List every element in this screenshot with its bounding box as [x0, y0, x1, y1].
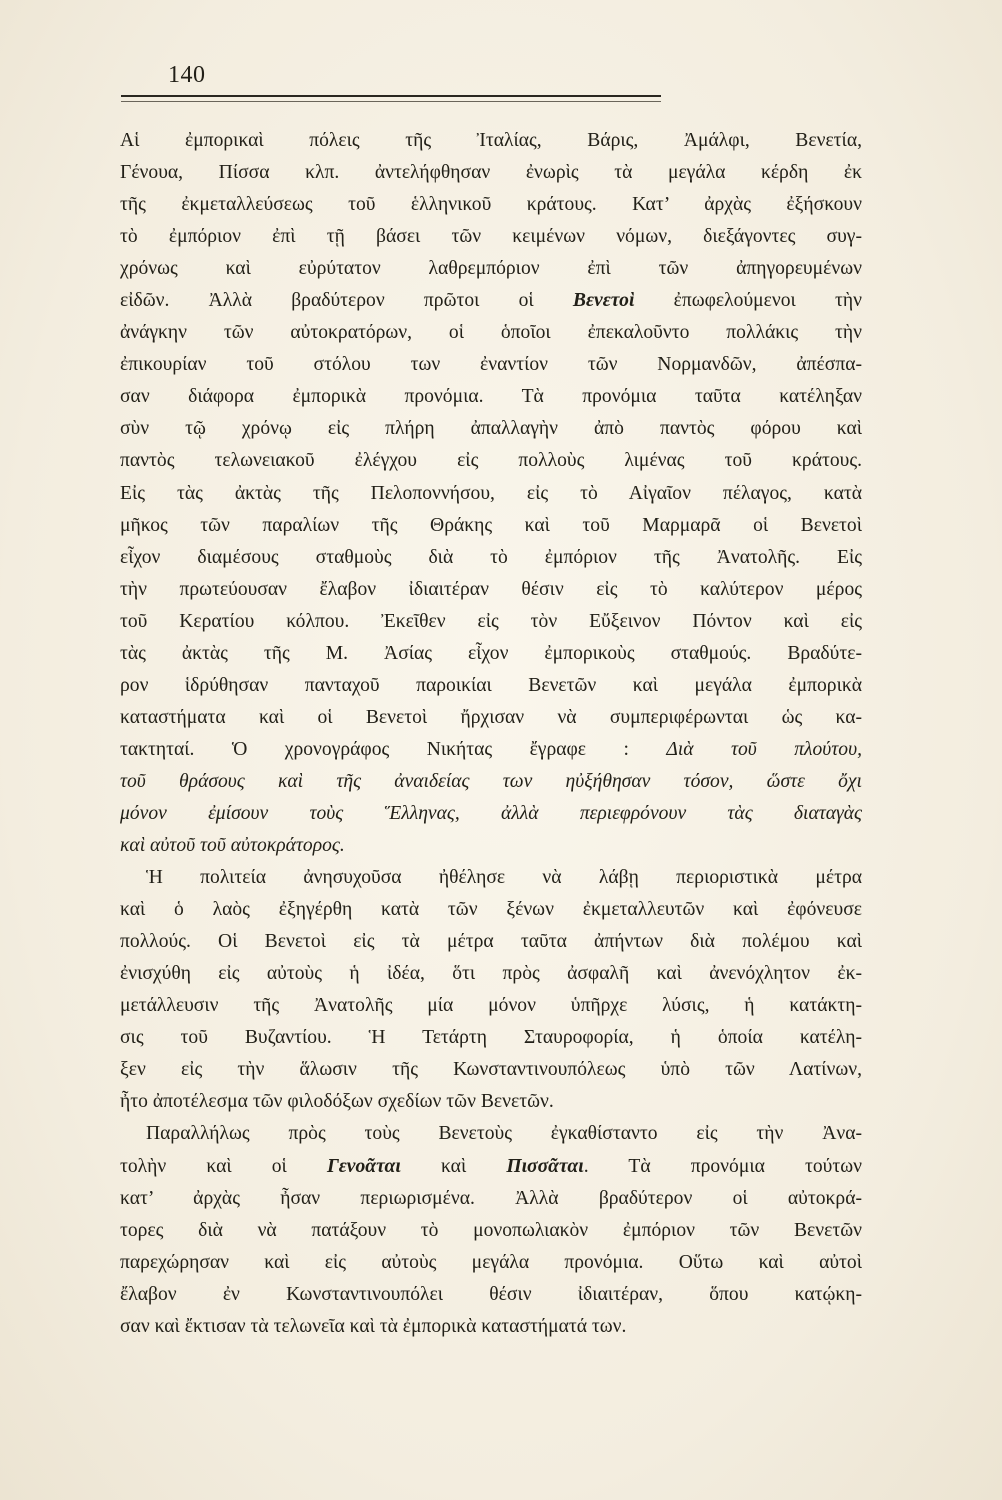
text-line [120, 1022, 862, 1054]
text-line [120, 253, 862, 285]
paragraph [120, 862, 862, 1118]
text-run: ἔλαβον ἐν Κωνσταντινουπόλει θέσιν ἰδιαιτέραν, ὅπου κατῴκη- [120, 1283, 862, 1305]
text-line [120, 1118, 862, 1150]
text-run: ἐνισχύθη εἰς αὐτοὺς ἡ ἰδέα, ὅτι πρὸς ἀσφαλῆ καὶ ἀνενόχλητον ἐκ- [120, 963, 862, 985]
text-line [120, 349, 862, 381]
text-line [120, 478, 862, 510]
header-rule [121, 95, 661, 97]
text-line [120, 1086, 862, 1118]
text-run: μῆκος τῶν παραλίων τῆς Θράκης καὶ τοῦ Μαρμαρᾶ οἱ Βενετοὶ [120, 514, 862, 536]
text-line [120, 221, 862, 253]
text-run: . Τὰ προνόμια τούτων [583, 1155, 862, 1177]
text-line [120, 413, 862, 445]
text-run: ξεν εἰς τὴν ἅλωσιν τῆς Κωνσταντινουπόλεως ὑπὸ τῶν Λατίνων, [120, 1059, 862, 1081]
text-run: τὸ ἐμπόριον ἐπὶ τῇ βάσει τῶν κειμένων νόμων, διεξάγοντες συγ- [120, 226, 862, 248]
text-line [120, 894, 862, 926]
emphasis-text: Βενετοὶ [572, 290, 635, 312]
text-run: τολὴν καὶ οἱ [120, 1155, 327, 1177]
text-line [120, 1183, 862, 1215]
emphasis-text: Πισσᾶται [506, 1155, 584, 1177]
text-line [120, 766, 862, 798]
text-run: μετάλλευσιν τῆς Ἀνατολῆς μία μόνον ὑπῆρχε λύσις, ἡ κατάκτη- [120, 995, 862, 1017]
text-line [120, 1279, 862, 1311]
page-number: 140 [168, 62, 206, 88]
text-run: σαν διάφορα ἐμπορικὰ προνόμια. Τὰ προνόμια ταῦτα κατέληξαν [120, 386, 862, 408]
text-line [120, 734, 862, 766]
text-run: σαν καὶ ἔκτισαν τὰ τελωνεῖα καὶ τὰ ἐμπορικὰ καταστήματά των. [120, 1315, 627, 1337]
text-run: Εἰς τὰς ἀκτὰς τῆς Πελοποννήσου, εἰς τὸ Αἰγαῖον πέλαγος, κατὰ [120, 482, 862, 504]
text-run: καταστήματα καὶ οἱ Βενετοὶ ἤρχισαν νὰ συμπεριφέρωνται ὡς κα- [120, 706, 862, 728]
text-run: παρεχώρησαν καὶ εἰς αὐτοὺς μεγάλα προνόμια. Οὕτω καὶ αὐτοὶ [120, 1251, 862, 1273]
text-line [120, 381, 862, 413]
text-run: καὶ ὁ λαὸς ἐξηγέρθη κατὰ τῶν ξένων ἐκμεταλλευτῶν καὶ ἐφόνευσε [120, 899, 862, 921]
text-run: εἶχον διαμέσους σταθμοὺς διὰ τὸ ἐμπόριον τῆς Ἀνατολῆς. Εἰς [120, 546, 862, 568]
text-run: πολλούς. Οἱ Βενετοὶ εἰς τὰ μέτρα ταῦτα ἀπήντων διὰ πολέμου καὶ [120, 931, 862, 953]
text-run: ἀνάγκην τῶν αὐτοκρατόρων, οἱ ὁποῖοι ἐπεκαλοῦντο πολλάκις τὴν [120, 322, 862, 344]
text-run: τῆς ἐκμεταλλεύσεως τοῦ ἑλληνικοῦ κράτους. Κατ’ ἀρχὰς ἐξήσκουν [120, 194, 862, 216]
text-run: σὺν τῷ χρόνῳ εἰς πλήρη ἀπαλλαγὴν ἀπὸ παντὸς φόρου καὶ [120, 418, 862, 440]
header-rule-thin [121, 101, 661, 102]
text-run: εἰδῶν. Ἀλλὰ βραδύτερον πρῶτοι οἱ [120, 290, 573, 312]
text-line [120, 1311, 862, 1343]
text-line [120, 1247, 862, 1279]
paragraph [120, 1118, 862, 1342]
text-line [120, 926, 862, 958]
text-line [120, 542, 862, 574]
text-run: παντὸς τελωνειακοῦ ἐλέγχου εἰς πολλοὺς λιμένας τοῦ κράτους. [120, 450, 862, 472]
text-run: σις τοῦ Βυζαντίου. Ἡ Τετάρτη Σταυροφορία, ἡ ὁποία κατέλη- [120, 1027, 862, 1049]
text-line [120, 638, 862, 670]
text-line [120, 1054, 862, 1086]
text-run: χρόνως καὶ εὐρύτατον λαθρεμπόριον ἐπὶ τῶν ἀπηγορευμένων [120, 258, 862, 280]
emphasis-text: μόνον ἐμίσουν τοὺς Ἕλληνας, ἀλλὰ περιεφρόνουν τὰς διαταγὰς [120, 802, 862, 824]
text-line [120, 606, 862, 638]
emphasis-text: Γενοᾶται [326, 1155, 401, 1177]
text-run: ρον ἱδρύθησαν πανταχοῦ παροικίαι Βενετῶν καὶ μεγάλα ἐμπορικὰ [120, 674, 862, 696]
emphasis-text: καὶ αὐτοῦ τοῦ αὐτοκράτορος. [120, 835, 345, 857]
text-run: Αἱ ἐμπορικαὶ πόλεις τῆς Ἰταλίας, Βάρις, Ἀμάλφι, Βενετία, [120, 130, 862, 151]
text-run: Παραλλήλως πρὸς τοὺς Βενετοὺς ἐγκαθίσταντο εἰς τὴν Ἀνα- [146, 1123, 862, 1145]
text-line [120, 317, 862, 349]
text-line [120, 125, 862, 157]
text-line [120, 1151, 862, 1183]
text-line [120, 862, 862, 894]
text-run: ἐπωφελούμενοι τὴν [634, 290, 862, 312]
text-line [120, 574, 862, 606]
text-run: τορες διὰ νὰ πατάξουν τὸ μονοπωλιακὸν ἐμπόριον τῶν Βενετῶν [120, 1219, 862, 1241]
text-run: τὴν πρωτεύουσαν ἔλαβον ἰδιαιτέραν θέσιν εἰς τὸ καλύτερον μέρος [120, 578, 862, 600]
text-run: ἐπικουρίαν τοῦ στόλου των ἐναντίον τῶν Νορμανδῶν, ἀπέσπα- [120, 354, 862, 376]
text-line [120, 189, 862, 221]
text-run: Γένουα, Πίσσα κλπ. ἀντελήφθησαν ἐνωρὶς τὰ μεγάλα κέρδη ἐκ [120, 162, 862, 184]
text-run: τὰς ἀκτὰς τῆς Μ. Ἀσίας εἶχον ἐμπορικοὺς σταθμούς. Βραδύτε- [120, 642, 862, 664]
text-line [120, 990, 862, 1022]
body-text [120, 125, 862, 1343]
text-line [120, 1215, 862, 1247]
text-run: τοῦ Κερατίου κόλπου. Ἐκεῖθεν εἰς τὸν Εὔξεινον Πόντον καὶ εἰς [120, 610, 862, 632]
text-line [120, 670, 862, 702]
text-line [120, 830, 862, 862]
text-line [120, 702, 862, 734]
paragraph [120, 125, 862, 862]
text-line [120, 510, 862, 542]
text-run: κατ’ ἀρχὰς ἦσαν περιωρισμένα. Ἀλλὰ βραδύτερον οἱ αὐτοκρά- [120, 1187, 862, 1209]
emphasis-text: Διὰ τοῦ πλούτου, [666, 738, 862, 760]
text-run: τακτηταί. Ὁ χρονογράφος Νικήτας ἔγραφε : [120, 738, 667, 760]
text-line [120, 445, 862, 477]
text-line [120, 798, 862, 830]
text-run: ἦτο ἀποτέλεσμα τῶν φιλοδόξων σχεδίων τῶν Βενετῶν. [120, 1091, 554, 1113]
text-line [120, 958, 862, 990]
text-run: Ἡ πολιτεία ἀνησυχοῦσα ἠθέλησε νὰ λάβῃ περιοριστικὰ μέτρα [146, 867, 862, 889]
text-line [120, 157, 862, 189]
text-run: καὶ [400, 1155, 507, 1177]
emphasis-text: τοῦ θράσους καὶ τῆς ἀναιδείας των ηὐξήθησαν τόσον, ὥστε ὄχι [120, 770, 862, 792]
text-line [120, 285, 862, 317]
